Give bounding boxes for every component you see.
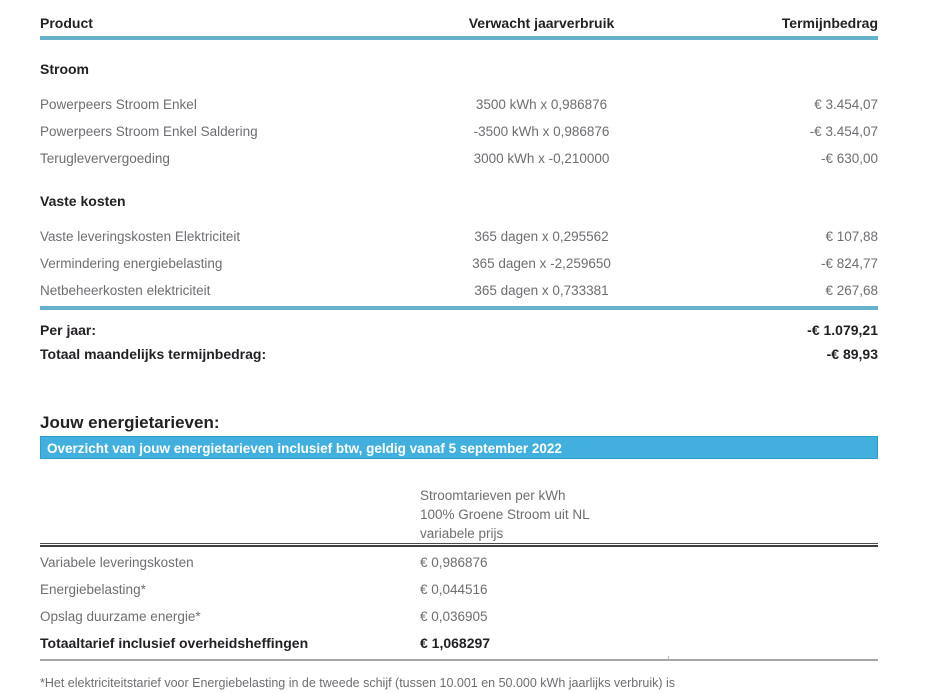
tariff-row: [40, 603, 878, 630]
row-product: Netbeheerkosten elektriciteit: [40, 283, 211, 298]
row-amount: -€ 824,77: [820, 256, 878, 271]
tariffs-header-line-2: 100% Groene Stroom uit NL: [420, 507, 590, 522]
row-product: Vaste leveringskosten Elektriciteit: [40, 229, 241, 244]
row-usage: 3500 kWh x 0,986876: [475, 97, 608, 112]
tariff-value: € 0,986876: [420, 555, 488, 570]
energy-bill-document: [40, 0, 878, 690]
column-header-product: Product: [40, 15, 93, 31]
section-title-vaste-kosten: Vaste kosten: [40, 193, 126, 209]
tariff-total-label: Totaaltarief inclusief overheidsheffingen: [40, 635, 309, 651]
row-product: Vermindering energiebelasting: [40, 256, 223, 271]
total-label: Per jaar:: [40, 322, 97, 338]
tariff-value: € 0,036905: [420, 609, 488, 624]
row-product: Powerpeers Stroom Enkel Saldering: [40, 124, 258, 139]
tariffs-header-line-3: variabele prijs: [420, 526, 504, 541]
row-amount: € 3.454,07: [814, 97, 878, 112]
totals-divider-rule: [40, 306, 878, 310]
row-usage: -3500 kWh x 0,986876: [473, 124, 610, 139]
tariffs-column-header-row: [40, 486, 878, 543]
row-usage: 3000 kWh x -0,210000: [473, 151, 610, 166]
tariff-value: € 0,044516: [420, 582, 488, 597]
tariff-label: Opslag duurzame energie*: [40, 609, 201, 624]
row-amount: -€ 3.454,07: [809, 124, 878, 139]
tariff-label: Energiebelasting*: [40, 582, 146, 597]
header-underline-rule: [40, 36, 878, 40]
tariffs-header-rule: [40, 543, 878, 547]
row-product: Powerpeers Stroom Enkel: [40, 97, 197, 112]
table-row: [40, 277, 878, 304]
row-amount: € 107,88: [825, 229, 878, 244]
footnote-text: *Het elektriciteitstarief voor Energiebelasting in de tweede schijf (tussen 10.001 en 50.000 kWh jaarlijks verbruik) is: [40, 676, 676, 690]
stroom-rows: [40, 91, 878, 172]
cost-table-header-row: [40, 0, 878, 31]
column-header-amount: Termijnbedrag: [781, 15, 878, 31]
tariff-total-row: [40, 630, 878, 657]
tariffs-header-line-1: Stroomtarieven per kWh: [420, 488, 566, 503]
total-amount: -€ 1.079,21: [807, 322, 878, 338]
table-row: [40, 145, 878, 172]
section-title-stroom: Stroom: [40, 61, 89, 77]
tariffs-header-spacer: [40, 486, 420, 543]
tariffs-column-header: [420, 486, 590, 543]
table-row: [40, 91, 878, 118]
row-usage: 365 dagen x -2,259650: [472, 256, 611, 271]
total-label: Totaal maandelijks termijnbedrag:: [40, 346, 267, 362]
tariff-row: [40, 576, 878, 603]
tariffs-section-title: Jouw energietarieven:: [40, 413, 220, 432]
tariff-label: Variabele leveringskosten: [40, 555, 194, 570]
row-product: Terugleververgoeding: [40, 151, 170, 166]
row-amount: € 267,68: [825, 283, 878, 298]
table-border-notch: [668, 656, 669, 659]
tariff-row: [40, 549, 878, 576]
tariffs-bottom-rule: [40, 659, 878, 661]
table-row: [40, 118, 878, 145]
total-maandelijks-row: [40, 342, 878, 366]
tariff-total-value: € 1,068297: [420, 635, 491, 651]
tariffs-rows: [40, 549, 878, 657]
tariffs-banner: Overzicht van jouw energietarieven inclusief btw, geldig vanaf 5 september 2022: [40, 436, 878, 459]
row-usage: 365 dagen x 0,295562: [474, 229, 609, 244]
vaste-kosten-rows: [40, 223, 878, 304]
total-amount: -€ 89,93: [826, 346, 878, 362]
table-row: [40, 250, 878, 277]
row-usage: 365 dagen x 0,733381: [474, 283, 609, 298]
column-header-usage: Verwacht jaarverbruik: [468, 15, 615, 31]
total-per-jaar-row: [40, 318, 878, 342]
row-amount: -€ 630,00: [820, 151, 878, 166]
table-row: [40, 223, 878, 250]
totals-block: [40, 318, 878, 366]
